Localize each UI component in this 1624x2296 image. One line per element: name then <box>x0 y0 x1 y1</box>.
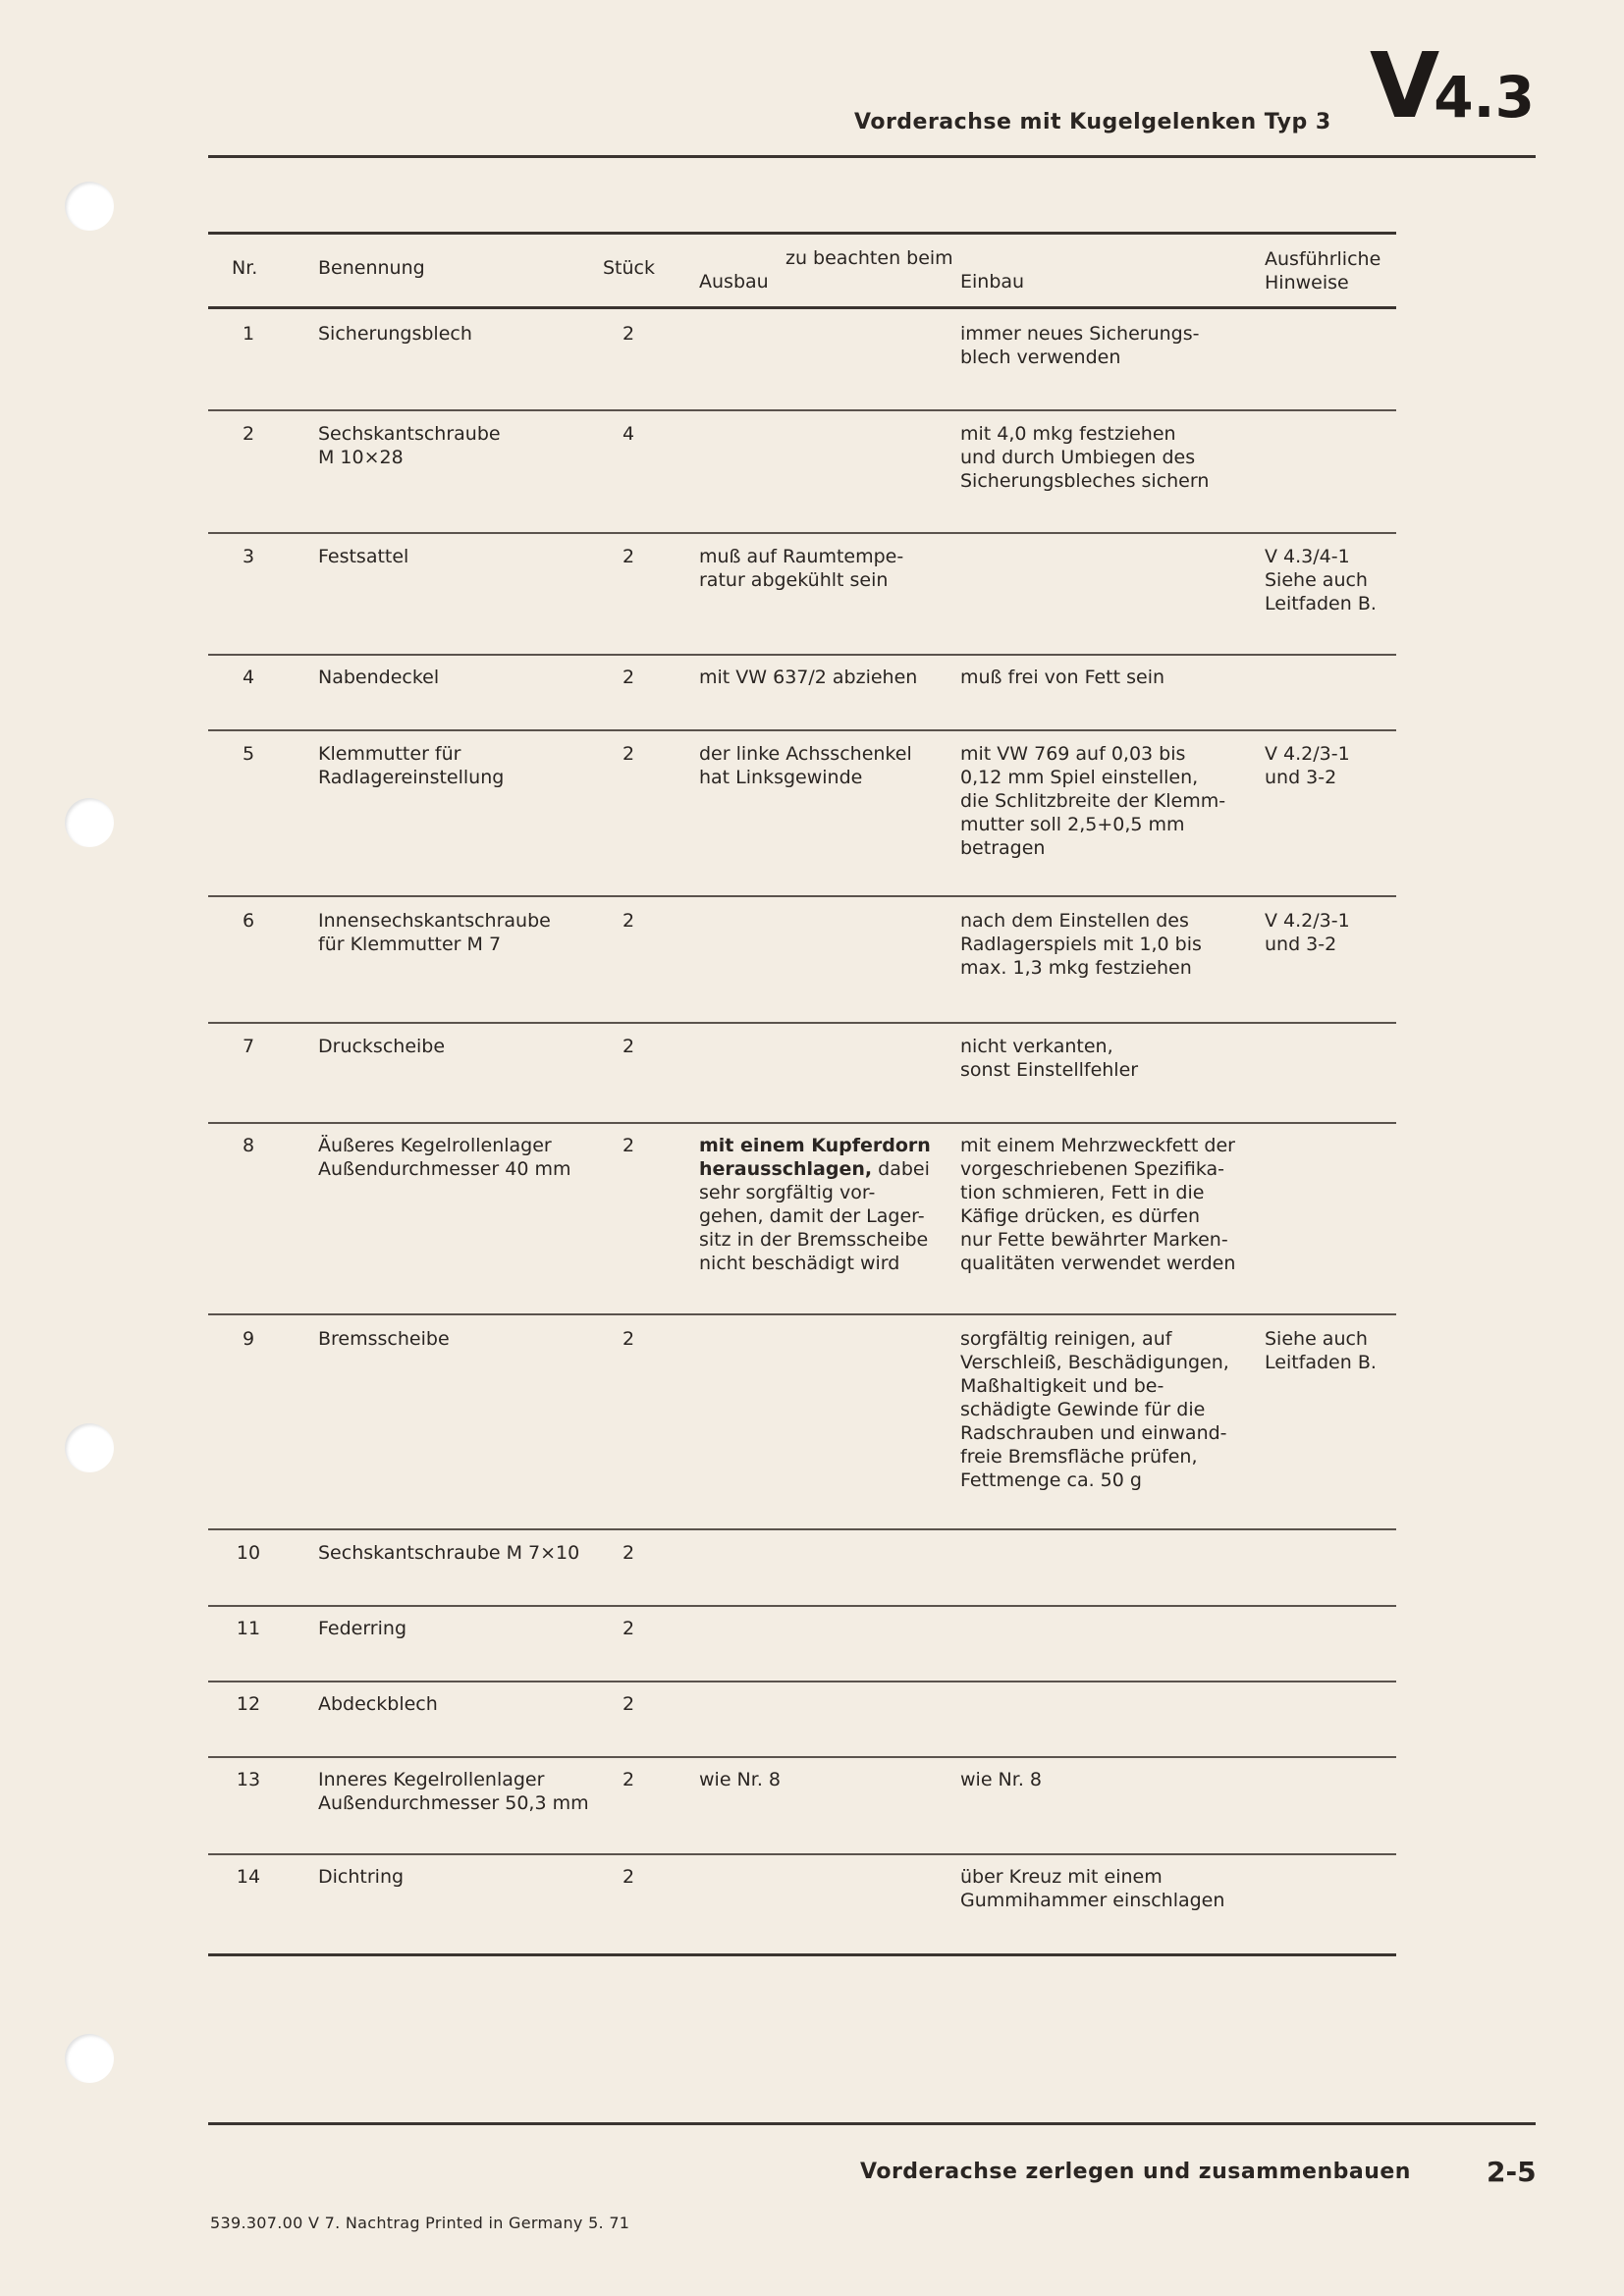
row-einbau: nicht verkanten, sonst Einstellfehler <box>960 1036 1139 1081</box>
table-header-rule <box>208 306 1396 309</box>
row-einbau: immer neues Sicherungs- blech verwenden <box>960 323 1200 368</box>
row-qty: 2 <box>623 743 635 765</box>
row-ausbau <box>699 545 903 592</box>
chapter-title: Vorderachse zerlegen und zusammenbauen <box>860 2160 1411 2184</box>
col-qty: Stück <box>603 257 656 279</box>
row-nr: 3 <box>242 546 255 567</box>
row-qty: 2 <box>623 1769 635 1790</box>
punch-hole-4 <box>65 2034 114 2083</box>
row-separator <box>208 729 1396 731</box>
page-number: 2-5 <box>1487 2156 1537 2188</box>
badge-letter: V <box>1370 33 1440 138</box>
row-nr: 9 <box>242 1328 255 1350</box>
row-einbau: nach dem Einstellen des Radlagerspiels mit 1,0 bis max. 1,3 mkg festziehen <box>960 910 1202 979</box>
row-name: Nabendeckel <box>318 667 440 688</box>
row-einbau: mit VW 769 auf 0,03 bis 0,12 mm Spiel einstellen, die Schlitzbreite der Klemm- mutter soll 2,5+0,5 mm betragen <box>960 743 1226 859</box>
row-einbau: muß frei von Fett sein <box>960 667 1165 688</box>
row-qty: 2 <box>623 1328 635 1350</box>
row-nr: 7 <box>242 1036 255 1057</box>
row-hints: V 4.3/4-1 Siehe auch Leitfaden B. <box>1265 546 1377 614</box>
row-ausbau <box>699 1768 781 1791</box>
row-qty: 4 <box>623 423 635 445</box>
col-nr: Nr. <box>232 257 258 279</box>
col-group: zu beachten beim <box>785 247 953 269</box>
row-separator <box>208 1605 1396 1607</box>
row-separator <box>208 1953 1396 1956</box>
punch-hole-1 <box>65 182 114 231</box>
row-hints: Siehe auch Leitfaden B. <box>1265 1328 1377 1373</box>
section-badge <box>1370 33 1535 138</box>
row-name: Klemmutter für Radlagereinstellung <box>318 743 505 788</box>
row-ausbau-text: muß auf Raumtempe- ratur abgekühlt sein <box>699 546 904 591</box>
row-nr: 12 <box>236 1693 261 1715</box>
row-nr: 13 <box>236 1769 261 1790</box>
row-qty: 2 <box>623 1542 635 1564</box>
row-nr: 14 <box>236 1866 261 1888</box>
row-qty: 2 <box>623 667 635 688</box>
row-separator <box>208 1756 1396 1758</box>
row-einbau: wie Nr. 8 <box>960 1769 1042 1790</box>
row-nr: 8 <box>242 1135 255 1156</box>
row-ausbau-text: wie Nr. 8 <box>699 1769 781 1790</box>
col-name: Benennung <box>318 257 425 279</box>
row-separator <box>208 1853 1396 1855</box>
row-ausbau-text: der linke Achsschenkel hat Linksgewinde <box>699 743 912 788</box>
row-name: Federring <box>318 1618 406 1639</box>
row-ausbau <box>699 1134 931 1275</box>
row-separator <box>208 654 1396 656</box>
punch-hole-3 <box>65 1423 114 1472</box>
row-einbau: sorgfältig reinigen, auf Verschleiß, Beschädigungen, Maßhaltigkeit und be- schädigte Gewinde für die Radschrauben und einwand- freie Bremsfläche prüfen, Fettmenge ca. 50 g <box>960 1328 1229 1491</box>
table-top-rule <box>208 232 1396 235</box>
row-ausbau-text: dabei sehr sorgfältig vor- gehen, damit der Lager- sitz in der Bremsscheibe nicht beschädigt wird <box>699 1158 930 1274</box>
row-nr: 4 <box>242 667 255 688</box>
row-name: Sechskantschraube M 10×28 <box>318 423 501 468</box>
row-qty: 2 <box>623 1618 635 1639</box>
row-hints: V 4.2/3-1 und 3-2 <box>1265 910 1350 955</box>
row-separator <box>208 895 1396 897</box>
row-qty: 2 <box>623 546 635 567</box>
row-ausbau-emphasis: mit einem Kupferdorn herausschlagen, <box>699 1135 931 1180</box>
row-ausbau <box>699 666 917 689</box>
row-einbau: mit einem Mehrzweckfett der vorgeschriebenen Spezifika- tion schmieren, Fett in die Käfige drücken, es dürfen nur Fette bewährter Marken- qualitäten verwendet werden <box>960 1135 1236 1274</box>
row-separator <box>208 409 1396 411</box>
row-name: Inneres Kegelrollenlager Außendurchmesser 50,3 mm <box>318 1769 589 1814</box>
header-rule <box>208 155 1536 158</box>
row-nr: 5 <box>242 743 255 765</box>
row-ausbau-text: mit VW 637/2 abziehen <box>699 667 918 688</box>
row-name: Dichtring <box>318 1866 405 1888</box>
row-qty: 2 <box>623 1693 635 1715</box>
badge-number: 4.3 <box>1434 64 1535 131</box>
row-name: Abdeckblech <box>318 1693 438 1715</box>
col-ausbau: Ausbau <box>699 271 769 293</box>
row-qty: 2 <box>623 1135 635 1156</box>
row-einbau: mit 4,0 mkg festziehen und durch Umbiegen des Sicherungsbleches sichern <box>960 423 1210 492</box>
row-separator <box>208 1122 1396 1124</box>
footer-rule <box>208 2122 1536 2125</box>
row-einbau: über Kreuz mit einem Gummihammer einschlagen <box>960 1866 1225 1911</box>
col-einbau: Einbau <box>960 271 1025 293</box>
row-nr: 2 <box>242 423 255 445</box>
row-separator <box>208 1528 1396 1530</box>
row-name: Sechskantschraube M 7×10 <box>318 1542 580 1564</box>
section-title: Vorderachse mit Kugelgelenken Typ 3 <box>854 110 1331 134</box>
row-qty: 2 <box>623 910 635 932</box>
row-separator <box>208 1681 1396 1682</box>
row-name: Festsattel <box>318 546 409 567</box>
col-hints: Ausführliche Hinweise <box>1265 248 1381 294</box>
row-nr: 10 <box>236 1542 261 1564</box>
row-qty: 2 <box>623 323 635 345</box>
row-name: Innensechskantschraube für Klemmutter M 7 <box>318 910 551 955</box>
row-nr: 6 <box>242 910 255 932</box>
punch-hole-2 <box>65 798 114 847</box>
row-name: Äußeres Kegelrollenlager Außendurchmesser 40 mm <box>318 1135 571 1180</box>
row-nr: 11 <box>236 1618 261 1639</box>
row-qty: 2 <box>623 1866 635 1888</box>
row-name: Druckscheibe <box>318 1036 446 1057</box>
row-separator <box>208 1313 1396 1315</box>
row-separator <box>208 532 1396 534</box>
row-separator <box>208 1022 1396 1024</box>
row-ausbau <box>699 742 912 789</box>
row-name: Bremsscheibe <box>318 1328 450 1350</box>
print-line: 539.307.00 V 7. Nachtrag Printed in Germany 5. 71 <box>210 2214 630 2232</box>
row-name: Sicherungsblech <box>318 323 472 345</box>
row-nr: 1 <box>242 323 255 345</box>
row-hints: V 4.2/3-1 und 3-2 <box>1265 743 1350 788</box>
row-qty: 2 <box>623 1036 635 1057</box>
